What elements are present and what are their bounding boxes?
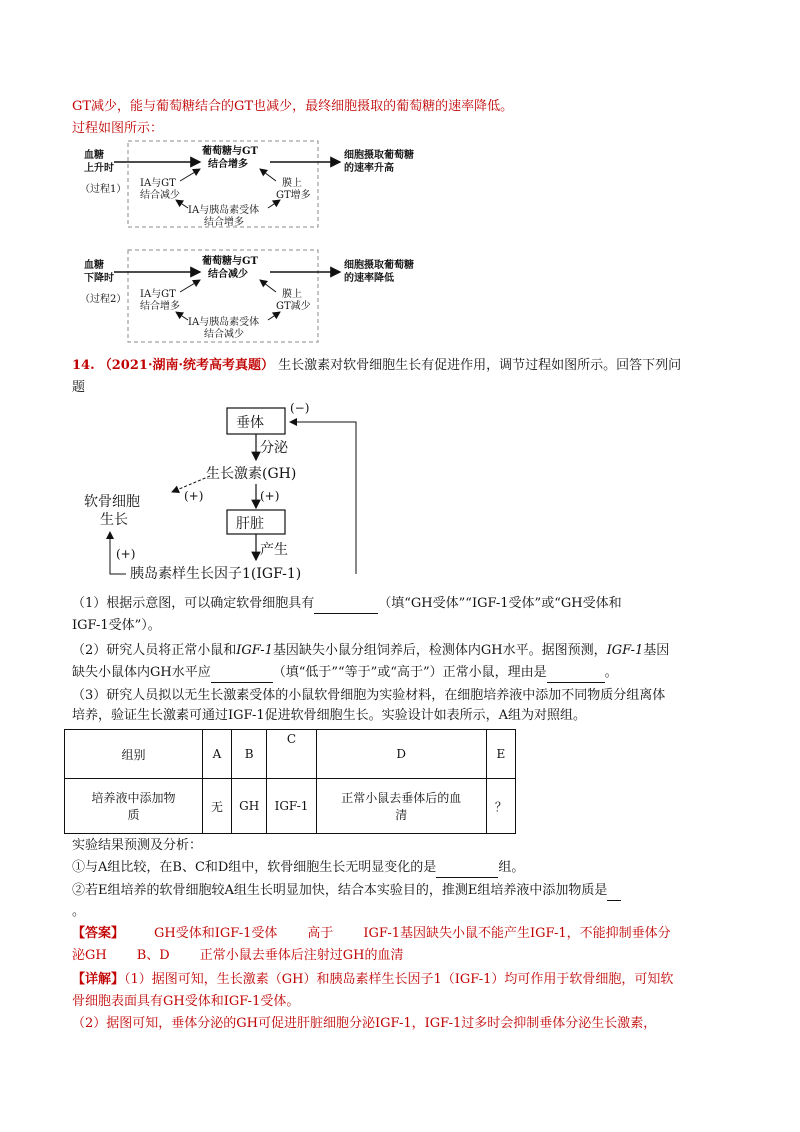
subq2-blank1[interactable] (211, 668, 273, 683)
subq3-line1: （3）研究人员拟以无生长激素受体的小鼠软骨细胞为实验材料，在细胞培养液中添加不同物质分组离体 (72, 688, 666, 703)
d2-center-1: 葡萄糖与GT (202, 256, 258, 267)
subq2-line2 (72, 663, 618, 683)
subq2-text-a: （2）研究人员将正常小鼠和 (72, 643, 237, 658)
answer-line2 (72, 946, 403, 966)
d2-left-2: 下降时 (84, 273, 114, 284)
gh-regulation-diagram (80, 398, 380, 584)
subq2-blank2[interactable] (547, 668, 605, 683)
question-text-cont: 题 (72, 380, 86, 395)
d1-iar-1: IA与胰岛素受体 (188, 205, 260, 216)
table-row (65, 779, 516, 834)
d2-iar-2: 结合减少 (204, 329, 244, 340)
answer-4: B、D (136, 948, 170, 963)
table-header: B (232, 730, 267, 779)
d1-mem-2: GT增多 (276, 190, 311, 201)
table-header: 组别 (65, 730, 203, 779)
d2-iar-1: IA与胰岛素受体 (188, 317, 260, 328)
d1-iagt-2: 结合减少 (140, 190, 180, 201)
question-number: 14. (72, 358, 95, 373)
d1-left-1: 血糖 (84, 150, 104, 161)
analysis-q1-text: ①与A组比较，在B、C和D组中，软骨细胞生长无明显变化的是 (72, 860, 437, 875)
table-cell: IGF-1 (267, 779, 316, 834)
plus3-label: (+) (116, 547, 136, 561)
pituitary-label: 垂体 (236, 415, 264, 431)
cartilage-label-2: 生长 (100, 512, 128, 528)
answer-3: IGF-1基因缺失小鼠不能产生IGF-1，不能抑制垂体分 (363, 926, 671, 941)
subq3-line2: 培养，验证生长激素可通过IGF-1促进软骨细胞生长。实验设计如表所示，A组为对照组。 (72, 708, 587, 723)
question-text: 生长激素对软骨细胞生长有促进作用，调节过程如图所示。回答下列问 (278, 358, 682, 373)
table-cell: ？ (486, 779, 515, 834)
minus-label: (−) (290, 401, 310, 415)
d2-proc: （过程2） (80, 294, 127, 305)
subq1-blank[interactable] (314, 599, 378, 614)
answer-3-cont: 泌GH (72, 948, 107, 963)
question-stem (72, 356, 681, 376)
d2-center-2: 结合减少 (208, 269, 248, 280)
question-source: （2021·湖南·统考高考真题） (98, 358, 274, 373)
table-cell: 正常小鼠去垂体后的血 清 (316, 779, 486, 834)
table-header: D (316, 730, 486, 779)
table-cell: GH (232, 779, 267, 834)
analysis-q1-blank[interactable] (436, 863, 498, 878)
d2-iagt-1: IA与GT (140, 289, 176, 300)
subq2-text-f: 缺失小鼠体内GH水平应 (72, 665, 211, 680)
table-header: C (267, 730, 316, 779)
subq1-options: （填“GH受体”“IGF-1受体”或“GH受体和 (378, 596, 622, 611)
explanation-caption: 过程如图所示： (72, 121, 164, 136)
answer-1: GH受体和IGF-1受体 (154, 926, 278, 941)
produce-label: 产生 (260, 542, 288, 558)
subq2-text-e: 基因 (643, 643, 670, 658)
answer-5: 正常小鼠去垂体后注射过GH的血清 (199, 948, 404, 963)
analysis-q2-end: 。 (72, 904, 86, 919)
table-cell: 培养液中添加物 质 (65, 779, 203, 834)
subq2-text-c: 基因缺失小鼠分组饲养后，检测体内GH水平。据图预测， (272, 643, 607, 658)
cartilage-label-1: 软骨细胞 (84, 494, 140, 510)
detail-line3: （2）据图可知，垂体分泌的GH可促进肝脏细胞分泌IGF-1，IGF-1过多时会抑制垂体分泌生长激素， (72, 1016, 657, 1031)
answer-2: 高于 (307, 926, 334, 941)
d1-right-2: 的速率升高 (344, 163, 394, 174)
subq1-line1 (72, 594, 622, 614)
d1-right-1: 细胞摄取葡萄糖 (344, 150, 414, 161)
detail-label: 【详解】 (72, 972, 125, 987)
table-header: A (202, 730, 231, 779)
analysis-q2 (72, 881, 621, 901)
d1-left-2: 上升时 (84, 163, 114, 174)
analysis-q2-text: ②若E组培养的软骨细胞较A组生长明显加快，结合本实验目的，推测E组培养液中添加物质是 (72, 883, 608, 898)
plus2-label: (+) (260, 489, 280, 503)
detail-line2: 骨细胞表面具有GH受体和IGF-1受体。 (72, 994, 300, 1009)
d2-mem-2: GT减少 (276, 301, 311, 312)
d1-mem-1: 膜上 (282, 178, 302, 189)
d1-iagt-1: IA与GT (140, 178, 176, 189)
explanation-line: GT减少，能与葡萄糖结合的GT也减少，最终细胞摄取的葡萄糖的速率降低。 (72, 99, 514, 114)
subq2-line1 (72, 641, 669, 661)
d2-mem-1: 膜上 (282, 289, 302, 300)
plus1-label: (+) (184, 489, 204, 503)
analysis-q1-end: 组。 (498, 860, 525, 875)
secrete-label: 分泌 (260, 440, 288, 456)
experiment-table (64, 729, 516, 834)
gh-label: 生长激素(GH) (206, 466, 297, 482)
d1-proc: （过程1） (80, 184, 127, 195)
d1-center-2: 结合增多 (208, 159, 248, 170)
detail-line1 (72, 970, 673, 990)
d2-iagt-2: 结合增多 (140, 301, 180, 312)
answer-line1 (72, 924, 671, 944)
glucose-process-diagram (70, 136, 470, 346)
analysis-q1 (72, 858, 524, 878)
d1-center-1: 葡萄糖与GT (202, 146, 258, 157)
d2-right-2: 的速率降低 (344, 273, 394, 284)
subq1-line2: IGF-1受体”）。 (72, 618, 161, 633)
table-cell: 无 (202, 779, 231, 834)
igf-label: 胰岛素样生长因子1(IGF-1) (130, 566, 302, 582)
liver-label: 肝脏 (236, 516, 264, 532)
d2-left-1: 血糖 (84, 260, 104, 271)
subq2-text-g: （填“低于”“等于”或“高于”）正常小鼠，理由是 (272, 665, 547, 680)
subq2-gene-b: IGF-1 (606, 643, 644, 658)
answer-label: 【答案】 (72, 926, 125, 941)
d1-iar-2: 结合增多 (204, 217, 244, 228)
table-row (65, 730, 516, 779)
subq1-text: （1）根据示意图，可以确定软骨细胞具有 (72, 596, 315, 611)
d2-right-1: 细胞摄取葡萄糖 (344, 260, 414, 271)
subq2-text-h: 。 (604, 665, 618, 680)
table-header: E (486, 730, 515, 779)
analysis-title: 实验结果预测及分析： (72, 838, 203, 853)
subq2-gene-a: IGF-1 (236, 643, 273, 658)
detail-text-1: （1）据图可知，生长激素（GH）和胰岛素样生长因子1（IGF-1）均可作用于软骨细胞，可知软 (124, 972, 674, 987)
analysis-q2-blank[interactable] (607, 886, 621, 901)
